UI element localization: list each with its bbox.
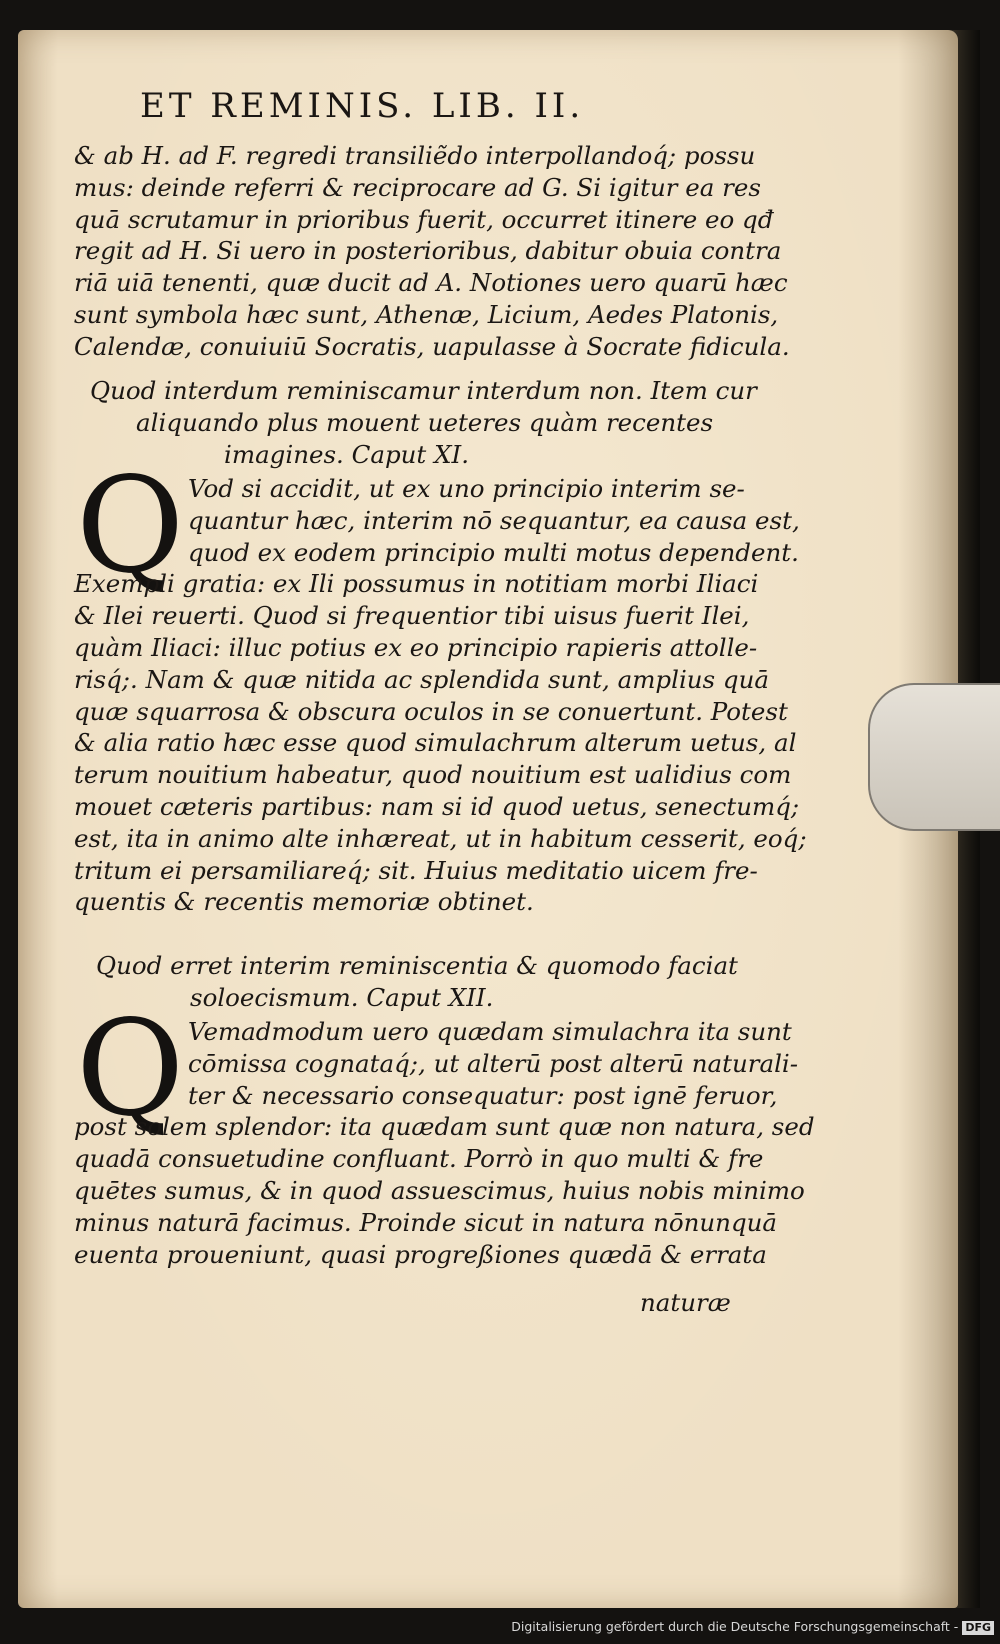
text-line: quētes sumus, & in quod assuescimus, huius nobis minimo <box>74 1175 805 1205</box>
text-line: minus naturā facimus. Proinde sicut in natura nōnunquā <box>74 1207 778 1237</box>
text-line: riā uiā tenenti, quæ ducit ad A. Notiones uero quarū hæc <box>74 268 788 298</box>
digitization-credit <box>511 1614 994 1640</box>
text-line: Vod si accidit, ut ex uno principio interim se- <box>188 474 745 503</box>
text-line: sunt symbola hæc sunt, Athenæ, Licium, Aedes Platonis, <box>74 299 779 329</box>
running-head: ET REMINIS. LIB. II. <box>140 86 585 126</box>
text-line: post solem splendor: ita quædam sunt quæ non natura, sed <box>74 1112 815 1142</box>
text-line: quantur hæc, interim nō sequantur, ea causa est, <box>188 505 800 535</box>
heading-line: imagines. Caput XI. <box>224 439 469 469</box>
heading-line: Quod erret interim reminiscentia & quomodo faciat <box>96 951 738 980</box>
text-line: cōmissa cognataq́;, ut alterū post alterū naturali- <box>188 1048 799 1078</box>
text-line: tritum ei persamiliareq́; sit. Huius meditatio uicem fre- <box>74 855 758 885</box>
text-line: quā scrutamur in prioribus fuerit, occurret itinere eo qđ <box>74 204 774 234</box>
text-line: Exempli gratia: ex Ili possumus in notitiam morbi Iliaci <box>74 569 759 599</box>
drop-cap-q: Q <box>76 449 185 603</box>
text-line: ter & necessario consequatur: post ignē feruor, <box>188 1080 778 1110</box>
text-line: quadā consuetudine confluant. Porrò in quo multi & fre <box>74 1144 764 1174</box>
drop-cap-q: Q <box>76 992 185 1146</box>
text-block-continuation <box>74 140 790 363</box>
credit-text: Digitalisierung gefördert durch die Deutsche Forschungsgemeinschaft - <box>511 1619 959 1634</box>
text-line: mus: deinde referri & reciprocare ad G. Si igitur ea res <box>74 172 761 202</box>
text-line: regit ad H. Si uero in posterioribus, dabitur obuia contra <box>74 236 782 266</box>
text-line: risq́;. Nam & quæ nitida ac splendida sunt, amplius quā <box>74 664 769 694</box>
text-line: mouet cæteris partibus: nam si id quod uetus, senectumq́; <box>74 791 800 821</box>
text-line: quod ex eodem principio multi motus dependent. <box>188 537 799 567</box>
heading-line: Quod interdum reminiscamur interdum non. Item cur <box>90 376 757 405</box>
chapter-11-body <box>74 473 807 918</box>
catchword: naturæ <box>640 1288 731 1317</box>
text-line: Calendæ, conuiuiū Socratis, uapulasse à Socrate fidicula. <box>74 331 790 361</box>
text-line: quàm Iliaci: illuc potius ex eo principio rapieris attolle- <box>74 632 758 662</box>
text-line: terum nouitium habeatur, quod nouitium est ualidius com <box>74 760 792 790</box>
text-line: est, ita in animo alte inhæreat, ut in habitum cesserit, eoq́; <box>74 823 807 853</box>
text-line: & Ilei reuerti. Quod si frequentior tibi uisus fuerit Ilei, <box>74 601 750 631</box>
chapter-12-body <box>74 1016 815 1270</box>
text-line: quæ squarrosa & obscura oculos in se conuertunt. Potest <box>74 696 788 726</box>
page-tab-marker <box>868 683 1000 831</box>
heading-line: soloecismum. Caput XII. <box>190 982 494 1012</box>
text-line: & ab H. ad F. regredi transiliẽdo interpollandoq́; possu <box>74 141 756 170</box>
dfg-logo: DFG <box>962 1621 994 1635</box>
text-line: & alia ratio hæc esse quod simulachrum alterum uetus, al <box>74 728 797 758</box>
text-line: Vemadmodum uero quædam simulachra ita sunt <box>188 1017 792 1046</box>
heading-line: aliquando plus mouent ueteres quàm recentes <box>136 407 714 437</box>
text-line: quentis & recentis memoriæ obtinet. <box>74 887 534 917</box>
text-line: euenta proueniunt, quasi progreßiones quædā & errata <box>74 1239 767 1269</box>
